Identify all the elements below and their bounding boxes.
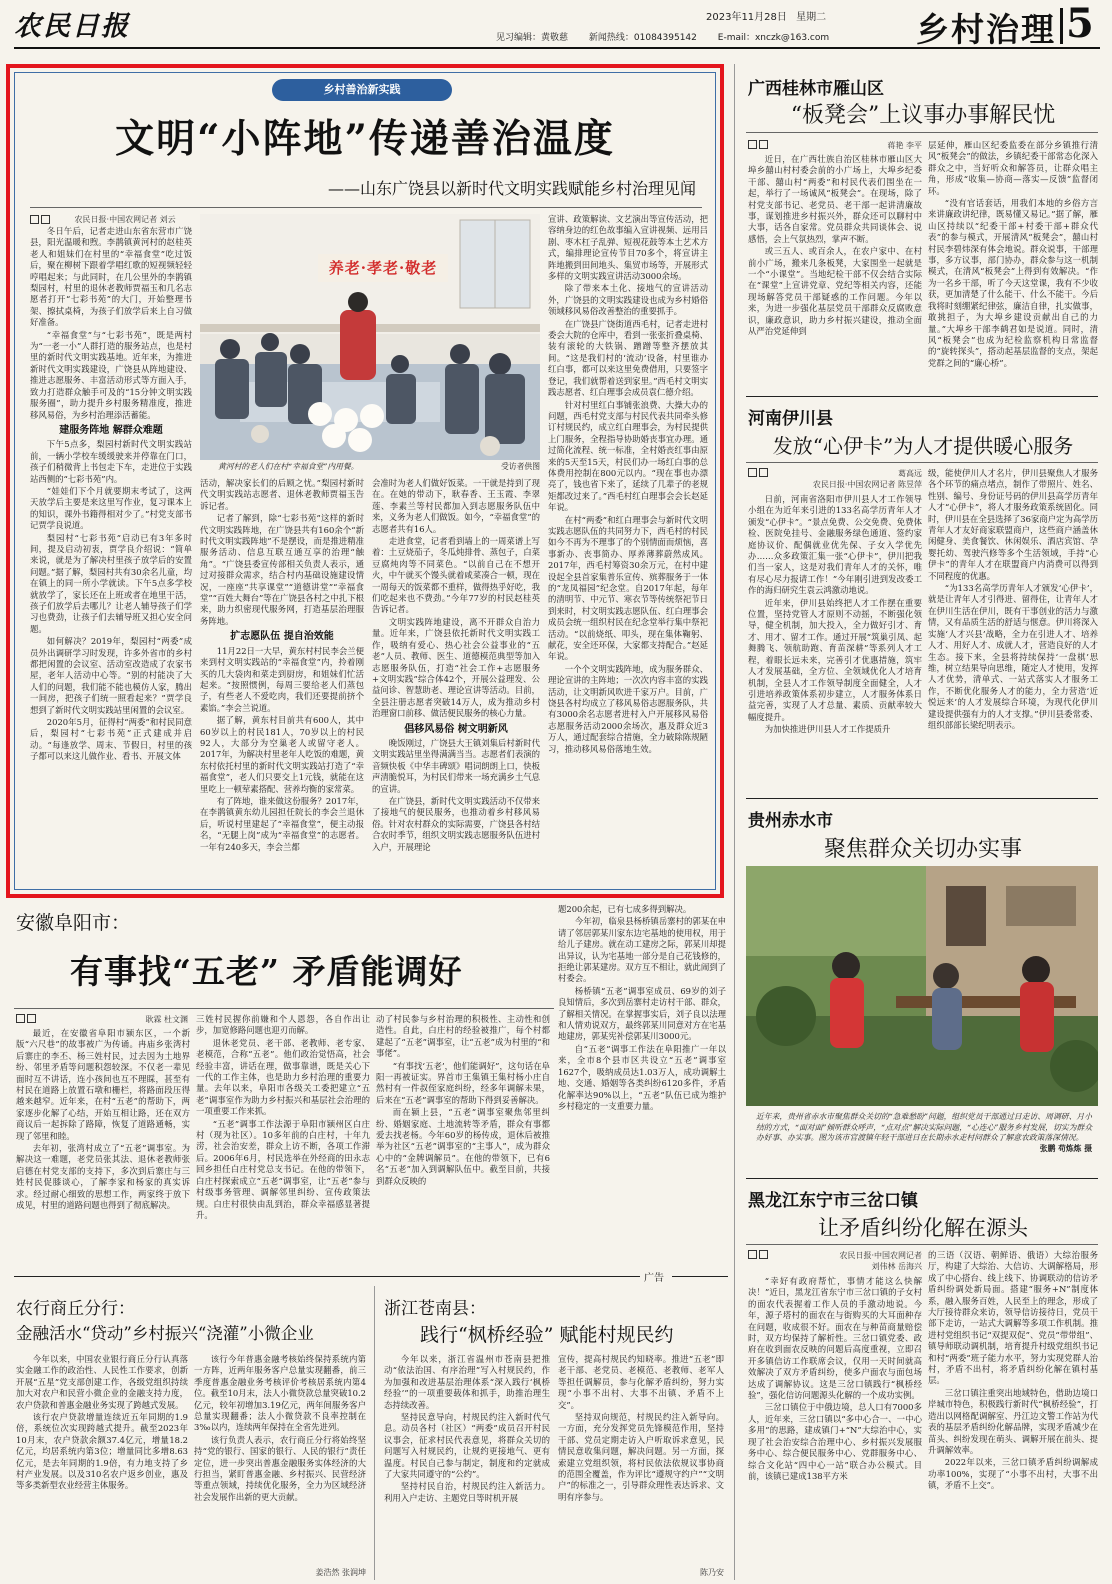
fuyang-column-4 [558, 904, 726, 1264]
paragraph: 坚持双向规范，村规民约注入新导向。一方面，充分发挥党员先锋模范作用，坚持干部、党员定期走访入户听取诉求意见，民情民意收集问题，解决问题。另一方面，探索建立党组织领，将村民依法依规议事协商的范围全覆盖，作为评比“遵规守约户”“文明户”的标准之一，引导群众理性表达诉求、文明有序参与。 [558, 1412, 724, 1502]
paragraph: 2022年以来，三岔口镇矛盾纠纷调解成功率100%，实现了“小事不出村，大事不出镇，矛盾不上交”。 [928, 1457, 1098, 1491]
paragraph: 动了村民参与乡村治理的积极性、主动性和创造性。自此，白庄村的经验被推广，每个村都建起了“五老”调事室，让“五老”成为村里的“和事佬”。 [376, 1014, 550, 1059]
paragraph: 在村“两委”和红白理事会与新时代文明实践志愿队伍的共同努力下，西毛村的村民如今不再为不理事了的个别情面而烦恼，喜事新办、丧事简办、厚养薄葬蔚然成风。2017年，西毛村筹资30余万元，在村中建设起全县首家集普乐宣传、殡葬服务于一体的“龙凤福园”纪念堂。自2017年起，每年的清明节、中元节、寒衣节等传统祭祀节日到来时，村文明实践志愿队伍、红白理事会成员会统一组织村民在纪念堂举行集中祭祀活动。“以前烧纸、叩头，现在集体鞠躬、献花，安全还环保，大家都支持配合。”赵延年说。 [548, 514, 708, 662]
paragraph: 宣传，提高村规民约知晓率。推进“五老”即老干部、老党员、老模范、老教师、老军人等担任调解员，参与化解矛盾纠纷，努力实现“小事不出村、大事不出镇、矛盾不上交”。 [558, 1354, 724, 1410]
hotline: 新闻热线：01084395142 [588, 33, 697, 43]
guangxi-column-1 [748, 154, 922, 386]
heilongjiang-rule [746, 1244, 1098, 1245]
paragraph: 该行今年普惠金融考核始终保持系统内第一方阵，近两年服务客户总量实现翻番，前三季度普惠金融业务考核评价考核居系统内第4位。截至10月末，法人小微贷款总量突破10.2亿元，较年初增加3.19亿元，两年间服务客户总量实现翻番；法人小微贷款不良率控制在3‰以内，连续两年保持在全省先进列。 [194, 1354, 366, 1433]
paragraph: 一个个文明实践阵地，成为服务群众、理论宣讲的主阵地；一次次内容丰富的实践活动，让文明新风吹进千家万户。目前，广饶县各村均成立了移风易俗志愿服务队，共有3000余名志愿者进村入户开展移风易俗志愿服务活动2000余场次，惠及群众近3万人，通过配套综合措施，全力破除陈规陋习，推动移风易俗落地生效。 [548, 663, 708, 754]
email: E-mail：xnczk@163.com [717, 33, 830, 43]
guangxi-rule [746, 132, 1098, 133]
paragraph: 或三五人、或百余人，在农户家中、在村前小广场，搬来几条板凳，大家围坐一起就是一个“小课堂”。当地纪检干部不仅会结合实际在“课堂”上宣讲党章、党纪等相关内容，还能现场解答党员干部疑惑的工作问题。今年以来，为进一步强化基层党员干部群众反腐败意识，廉政意识，助力乡村振兴建设，推动全面从严治党延伸到 [748, 246, 922, 337]
guangxi-region: 广西桂林市雁山区 [748, 79, 884, 99]
henan-author-b: 农民日报·中国农网记者 陈昱萍 [812, 480, 922, 489]
nonghang-column-1 [16, 1354, 188, 1578]
canteen-photo [200, 214, 540, 460]
chishui-caption [756, 1112, 1092, 1154]
byline-marker [748, 1250, 757, 1259]
henan-byline [748, 468, 922, 490]
cangnan-byline: 陈乃安 [700, 1568, 724, 1577]
paragraph: 最近，在安徽省阜阳市颍东区，一个新版“六尺巷”的故事被广为传诵。冉庙乡张湾村后寨庄的李丕、杨三姓村民，过去因为土地界纷、邻里矛盾等问题积怨较深。不仅老一辈见面时互不讲话，连小孩间也互不理睬，甚至有村民在道路上放置石墩和栅栏，将路面段压得越来越窄。近年来，在村“五老”的帮助下，两家逐步化解了心结，开始互相让路，还在双方商议后一起拆除了路障，恢复了道路通畅，实现了邻里和睦。 [16, 1028, 190, 1141]
paragraph: 除了带来本土化、接地气的宣讲活动外，广饶县的文明实践建设也成为乡村婚俗领域移风易俗改善整治的重要抓手。 [548, 283, 708, 317]
paragraph: 今年以来，浙江省温州市苍南县把推动“依法治国、有序治理”写入村规民约，作为加强和改进基层治理体系“深入践行‘枫桥经验’”的一项重要载体和抓手，助推治理生态持续改善。 [384, 1354, 550, 1410]
paragraph: 梨园村“七彩书苑”启动已有3年多时间，提及启动初衷，贾学良介绍说：“简单来说，就是为了解决村里孩子放学后的安置问题。”据了解，梨园村共有30余名儿童，均在镇上的同一所小学就读。下午5点多学校就放学了，家长还在上班或者在地里干活，孩子们放学后去哪儿？让老人辅导孩子们学习也费劲，让孩子们去辅导班又担心安全问题。 [30, 532, 192, 634]
nonghang-byline: 姜浩然 张润坤 [315, 1568, 366, 1577]
paragraph: 如何解决？2019年，梨园村“两委”成员外出调研学习时发现，许多外省市的乡村都把闲置的会议室、活动室改造成了农家书屋，老年人活动中心等。“别的村能决了大人们的问题，我们能不能也模仿人家，腾出一间房，把孩子们统一照看起来？”贾学良想到了新时代文明实践站里闲置的会议室。 [30, 636, 192, 715]
section-divider [1060, 8, 1063, 44]
cangnan-column-2 [558, 1354, 724, 1566]
feature-column-4 [548, 214, 708, 884]
date: 2023年11月28日 [706, 12, 787, 23]
paragraph: “幸福食堂”与“七彩书苑”，既是两村为“一老一小”人群打造的服务站点，也是村里的新时代文明实践基地。近年来，为推进新时代文明实践建设，广饶县从阵地建设、推进志愿服务、丰富活动形式等方面入手，致力打造群众触手可及的“15分钟文明实践服务圈”，助力提升乡村服务精准度，推进移风易俗，为乡村治理添活蓄能。 [30, 329, 192, 420]
paragraph: 坚持民意导向，村规民约注入新时代气息。动员各村（社区）“两委”成员召开村民议事会，征求村民代表意见，将群众关切的问题写入村规民约，让规约更接地气、更有温度。村民自己参与制定，制度和约定就成了大家共同遵守的“公约”。 [384, 1412, 550, 1480]
caption-text: 黄河村的老人们在村“幸福食堂”内用餐。 [218, 462, 359, 471]
byline-marker [759, 1250, 768, 1259]
canteen-sign: 养老·孝老·敬老 [328, 259, 438, 277]
henan-column-2 [928, 468, 1098, 790]
feature-subhead: 倡移风易俗 树文明新风 [404, 723, 508, 735]
paragraph: 记者了解到，除“七彩书苑”这样的新时代文明实践阵地，在广饶县共有160余个“新时代文明实践阵地”不是摆设，而是推进精准服务活动、信息互联互通互享的治理“触角”。“广饶县委宣传部相关负责人表示，通过对接群众需求，结合村内基础设施建设情况，一座座“共享课堂”“道德讲堂”“幸福食堂”“百姓大舞台”等在广饶县各村之中扎下根来，助力织密现代服务网，打造基层治理服务阵地。 [200, 513, 364, 626]
right-column-divider [734, 64, 735, 1580]
paragraph: 而在颍上县，“五老”调事室聚焦邻里纠纷、婚姻家庭、土地流转等矛盾，群众有事都爱去找老杨。今年60岁的杨传成，退休后被推举为社区“五老”调事室的“主事人”，成为群众心中的“金牌调解员”。在他的带领下，已有6名“五老”加入到调解队伍中。截至目前，共接到群众反映的 [376, 1107, 550, 1186]
masthead [0, 0, 1112, 60]
byline-marker [748, 140, 757, 149]
paragraph: 日前，河南省洛阳市伊川县人才工作领导小组在为近年来引进的133名高学历青年人才颁发“心伊卡”。“景点免费、公交免费、免费体检、医院免挂号、金融服务绿色通道、签约家庭协议价、配偶就业优先保、子女入学优先办……众多政策汇集一张“心伊卡”，伊川把我们当一家人，这是对我们青年人才的关怀，唯有尽心尽力报请工作！”今年刚引进到发改委工作的海归研究生袁云鸿激动地说。 [748, 494, 922, 596]
fuyang-region: 安徽阜阳市： [16, 912, 131, 934]
paper-name: 农民日报 [14, 11, 130, 42]
chishui-photo [746, 866, 1098, 1106]
paragraph: 在广饶县，新时代文明实践活动不仅带来了接地气的便民服务，也推动着乡村移风易俗。针对农村群众的实际需要，广饶县各村结合农时季节，组织文明实践志愿服务队伍进村入户，开展理论 [372, 795, 540, 852]
photo-credit: 张鹏 苟炼炼 摄 [1039, 1143, 1092, 1153]
paragraph: 去年初，张湾村成立了“五老”调事室。为解决这一难题，老党员张其法、退休老教师张启德在村党支部的支持下，多次到后寨庄与三姓村民促膝谈心，了解李家和杨家的真实诉求。经过耐心细致的思想工作，两家终于放下成见，村里的道路问题也得到了彻底解决。 [16, 1143, 190, 1211]
ad-rule-right [672, 1276, 728, 1277]
heilongjiang-author-b: 刘伟林 岳海兴 [871, 1262, 922, 1271]
fuyang-byline [16, 1014, 188, 1025]
fuyang-headline: 有事找“五老” 矛盾能调好 [70, 952, 463, 991]
paragraph: 该行负责人表示，农行商丘分行将始终坚持“党的银行、国家的银行、人民的银行”责任定位，进一步突出普惠金融服务实体经济的大行担当，紧盯普惠金融、乡村振兴、民营经济等重点领域，持续优化服务，全力为区域经济社会发展作出新的更大贡献。 [194, 1434, 366, 1502]
paragraph: “五老”调事工作法源于阜阳市颍州区白庄村（现为社区）。10多年前的白庄村，十年九涝，社会治安差，群众上访不断，各项工作滞后。2006年6月，村民选举在外经商的田永志回乡担任白庄村党总支书记。在他的带领下，白庄村探索成立“五老”调事室，让“五老”参与村级事务管理、调解邻里纠纷、宣传政策法规。白庄村很快由乱到治，群众幸福感显著提升。 [196, 1118, 370, 1220]
heilongjiang-headline: 让矛盾纠纷化解在源头 [818, 1216, 1028, 1240]
guangxi-column-2 [928, 140, 1098, 386]
paragraph: 退休老党员、老干部、老教师、老专家、老模范，合称“五老”。他们政治觉悟高，社会经验丰富，讲话在理，做事靠谱，既是关心下一代的工作主体，也是助力乡村治理的重要力量。去年以来，阜阳市各级关工委把建立“五老”调事室作为助力乡村振兴和基层社会治理的一项重要工作来抓。 [196, 1037, 370, 1117]
fuyang-column-2 [196, 1014, 370, 1264]
feature-byline [30, 214, 176, 225]
guangxi-author: 蒋艳 李平 [887, 141, 922, 150]
ad-rule-left [14, 1276, 640, 1277]
paragraph: 下午5点多，梨园村新时代文明实践站前，一辆小学校车缓缓驶来并停靠在门口，孩子们稍微背上书包走下车，走进位于实践站西侧的“七彩书苑”内。 [30, 439, 192, 484]
ad-label: 广告 [644, 1273, 664, 1284]
paragraph: 宣讲、政策解读、文艺演出等宣传活动，把容纳身边的红色故事编入宣讲视频、远用吕剧、枣木杠子乱弹、短视花鼓等本土艺术方式，编排理论宣传节目70多个，将宣讲主阵地搬到田间地头、集贸市场等，开展形式多样的文明实践宣讲活动3000余场。 [548, 214, 708, 282]
paragraph: “娃娃们下个月就要期末考试了，这两天放学后主要是来这里写作业，复习课本上的知识，课外书籍得相对少了。”村党支部书记贾学良说道。 [30, 485, 192, 531]
section-title: 乡村治理 [916, 10, 1056, 49]
feature-headline: 文明“小阵地”传递善治温度 [115, 116, 615, 162]
nonghang-region: 农行商丘分行： [16, 1299, 135, 1319]
fuyang-column-3 [376, 1014, 550, 1264]
feature-kicker: 乡村善治新实践 [272, 79, 452, 101]
cangnan-region: 浙江苍南县： [384, 1299, 486, 1319]
heilongjiang-region: 黑龙江东宁市三岔口镇 [748, 1191, 918, 1211]
paragraph: “为133名高学历青年人才颁发‘心伊卡’，就是让青年人才引得进、留得住，让青年人才在伊川生活在伊川，既有干事创业的活力与激情，又有品质生活的舒适与惬意。伊川将深入实施‘人才兴县’战略，全力在引进人才、培养人才、用好人才、成就人才，营造良好的人才生态。接下来，全县将持续保持‘一盘棋’思维，树立结果导向思维，随定人才使用，发挥人才优势，清单式、一站式落实人才服务工作，不断优化服务人才的能力，全力营造‘近悦远来’的人才发展综合环境，为现代化伊川建设提供强有力的人才支撑。”伊川县委常委、组织部部长梁纪明表示。 [928, 583, 1098, 730]
paragraph: 级，能使伊川人才名片，伊川县聚焦人才服务各个环节的痛点堵点，制作了带照片、姓名、性别、编号、身份证号码的伊川县高学历青年人才“心伊卡”，将人才服务政策系统固化。同时，伊川县在全县选择了36家商户定为高学历青年人才友好商家联盟商户，这些商户涵盖休闲健身、美食餐饮、休闲娱乐、酒店宾馆、孕婴托幼、驾驶汽修等多个生活领域，手持“心伊卡”的青年人才在联盟商户内消费可以得到不同程度的优惠。 [928, 468, 1098, 581]
paragraph: 层延伸，雁山区纪委监委在部分乡镇推行清风“板凳会”的做法，乡镇纪委干部常态化深入群众之中，当好听众和解答员，让群众唱主角，形成“收集—协商—落实—反馈”监督闭环。 [928, 140, 1098, 196]
henan-column-1 [748, 494, 922, 790]
cangnan-column-1 [384, 1354, 550, 1578]
paragraph: 题200余起，已有七成多得到解决。 [558, 904, 692, 914]
cangnan-headline: 践行“枫桥经验” 赋能村规民约 [420, 1324, 674, 1346]
paragraph: 该行农户贷款增量连续近五年同期的1.9倍，系统位次实现跨越式提升。截至2023年10月末，农户贷款余额37.4亿元，增量18.2亿元，均居系统内第3位；增量同比多增8.63亿元，是去年同期的1.9倍，有力地支持了乡村产业发展。以及310名农户返乡创业，惠及等多类新型农业经营主体服务。 [16, 1412, 188, 1491]
henan-author-a: 葛高远 [898, 469, 922, 478]
paragraph: 三岔口镇注重突出地域特色，借助边境口岸城市特色，积极践行新时代“枫桥经验”，打造出以网格配调解室、丹江边文警工作站为代表的基层矛盾纠纷化解品牌，实现矛盾减少在苗头、纠纷发现在萌头、调解开展在前头、提升调解效率。 [928, 1387, 1098, 1455]
feature-rule [30, 207, 702, 208]
feature-subheadline: ——山东广饶县以新时代文明实践赋能乡村治理见闻 [327, 179, 696, 198]
weekday: 星期二 [796, 12, 827, 23]
byline-marker [759, 468, 768, 477]
paragraph: 活动，解决家长们的后顾之忧。”梨园村新时代文明实践站志愿者、退休老教师贾福玉告诉记者。 [200, 478, 364, 511]
henan-rule [746, 462, 1098, 463]
byline-marker [30, 215, 39, 224]
guizhou-region: 贵州赤水市 [748, 811, 833, 831]
guangxi-byline [748, 140, 922, 151]
paragraph: 冬日午后，记者走进山东省东营市广饶县，阳光温暖和煦。李鹊镇黄河村的赵桂英老人和姐妹们在村里的“幸福食堂”吃过饭后，聚在柳树下跟着学唱红歌的短视频轻轻哼唱起来；与此同时，在几公里外的李鹊镇梨园村，村里的退休老教师贾福玉和几名志愿者打开“七彩书苑”的大门，开始整理书架、擦拭桌椅，为孩子们放学后来上自习做好准备。 [30, 226, 192, 328]
paragraph: 有了阵地，谁来做这份服务？2017年，在李鹊镇黄东幼儿园担任院长的李会兰退休后，听说村里建起了“幸福食堂”，便主动报名，“无腿上岗”成为“幸福食堂”的志愿者。一年有240多天，李会兰都 [200, 795, 364, 852]
paragraph: “幸好有政府帮忙，事情才能这么快解决！”近日，黑龙江省东宁市三岔口镇的子女村的面农代表握着工作人员的手激动地说。今年，源子塔村的面农在与街购买的大耳面种存在问题，收成很不好。面农在与种苗商量赔偿时，双方均保持了解析性。三岔口镇党委、政府在收到面农反映的问题后高度重视，立即召开多镇信访工作联席会议，仅用一天时间就高效解决了双方矛盾纠纷，使多户面农与面包场达成了调解协议。这是三岔口镇践行“枫桥经验”，强化信访问题源头化解的一个成功实例。 [748, 1276, 922, 1401]
paragraph: 三岔口镇位于中俄边境，总人口有7000多人，近年来，三岔口镇以“多中心合一、一中心多用”的思路，建成镇门+“N”大综治中心，实现了社会治安综合治理中心、乡村振兴发展服务中心、综合便民服务中心、党群服务中心、综合文化站“四中心一站”联合办公模式。目前，该镇已建成138平方米 [748, 1402, 922, 1481]
ad-column-divider [374, 1286, 375, 1580]
photo-credit: 受访者供图 [501, 462, 540, 471]
fuyang-rule [14, 1008, 554, 1009]
nonghang-headline: 金融活水“贷动”乡村振兴“浇灌”小微企业 [16, 1324, 314, 1343]
paragraph: 2020年5月，征得村“两委”和村民同意后，梨园村“七彩书苑”正式建成并启动。“每逢放学、周末、节假日，村里的孩子都可以来这儿做作业、看书、开展文体 [30, 717, 192, 762]
paragraph: 近日，在广西壮族自治区桂林市雁山区大埠乡囍山村村委会前的小广场上，大埠乡纪委干部、囍山村“两委”和村民代表们围坐在一起，举行了一场诚风“板凳会”。在现场，除了村党支部书记、老党员、老干部一起讲清廉故事，谋划推进乡村振兴外，群众还可以聊村中大事，话各自家常。党员群众共同谈体会、说感悟，会上气氛热烈，掌声不断。 [748, 154, 922, 244]
paragraph: 的三语（汉语、朝鲜语、俄语）大综治服务厅，构建了大综治、大信访、大调解格局，形成了中心搭台、线上线下、协调联动的信访矛盾纠纷调处新局面。搭建“服务+N”制度体系，融入服务百姓，人民至上的理念，形成了大厅接待群众来访，领导信访接待日，党员干部下走访，一站式大调解等多项工作机制。推进村党组织书记“双提双促”、党员“带带组”、镇导师联动调机制，培育提升村级党组织书记和村“两委”班子能力水平，努力实现党群人治村，矛盾不出村，将矛盾纠纷化解在镇村基层。 [928, 1250, 1098, 1386]
feature-column-1 [30, 226, 192, 884]
chishui-photo-art [746, 866, 1098, 1106]
paragraph: 11月22日一大早，黄东村村民李会兰便来到村文明实践站的“幸福食堂”内，拎着刚买的几大袋肉和菜走到厨房，和姐妹们忙活起来。“按照惯例，每周三要给老人们蒸包子，有些老人不爱吃肉，我们还要提前挤个素馅。”李会兰说道。 [200, 645, 364, 713]
heilongjiang-column-1 [748, 1276, 922, 1576]
paragraph: 文明实践阵地建设，离不开群众自治力量。近年来，广饶县依托新时代文明实践工作，吸纳有爱心、热心社会公益事业的“五老”人员、教师、医生、道德模范典型等加入志愿服务队伍，打造“社会工作+志愿服务+文明实践”综合体42个，开展公益理发、公益问诊、智慧助老、理论宣讲等活动。目前，全县注册志愿者突破14万人，成为推动乡村治理窗口前移、做活便民服务的核心力量。 [372, 616, 540, 719]
paragraph: 坚持村民自治，村规民约注入新活力。利用入户走访、主题党日等时机开展 [384, 1481, 550, 1503]
byline-marker [27, 1014, 36, 1023]
feature-column-3 [372, 478, 540, 884]
caption-text: 近年来，贵州省赤水市聚焦群众关切的“急难愁盼”问题，组织党员干部通过日走访、周调研、月小结的方式，“面对面”倾听群众呼声，“点对点”解决实际问题，“心连心”服务乡村发展，切实为群众办好事、办实事。图为该市官渡镇年轻干部进日在长期赤水走村问群众了解意农政策落深情况。 [756, 1112, 1092, 1142]
paragraph: “有事找‘五老’，他们能调好”，这句话在阜阳一再被证实。界首市王集镇王集村杨小庄自然村有一件叔侄家庭纠纷，经多年调解未果，后来在“五老”调事室的帮助下得到妥善解决。 [376, 1060, 550, 1105]
paragraph: 在广饶县广饶街道西毛村，记者走进村委会大院的仓库中，看到一张张折叠桌椅、装有滚轮的大铁锅、蹭蹭等整齐摆放其间。“这是我们村的‘流动’设备，村里谁办红白事，都可以来这里免费借用，只要签字登记，我们就帮着送到家里。”西毛村文明实践志愿者、红白理事会成员袁仁德介绍。 [548, 318, 708, 398]
guizhou-headline: 聚焦群众关切办实事 [823, 837, 1022, 862]
guangxi-headline: “板凳会”上议事办事解民忧 [790, 103, 1056, 128]
paragraph: 今年以来，中国农业银行商丘分行认真落实金融工作的政治性、人民性工作要求，创新开展“五星”党支部创建工作，各级党组织持续加大对农户和民营小微企业的金融支持力度，农户贷款和普惠金融业务实现了跨越式发展。 [16, 1354, 188, 1410]
masthead-rule [14, 47, 1100, 49]
canteen-caption [218, 462, 540, 473]
page-number: 5 [1066, 0, 1094, 47]
paragraph: 杨桥镇“五老”调事室成员、69岁的刘子良知情后，多次到岳寨村走访村干部、群众，了解相关情况。在掌握事实后，刘子良以法理和人情劝说双方，最终郭某川同意对方在宅基地建房，郭某宪补偿郭某川3000元。 [558, 985, 726, 1042]
feature-author: 农民日报·中国农网记者 刘云 [74, 215, 176, 224]
issue-date [706, 8, 826, 23]
heilongjiang-byline [748, 1250, 922, 1272]
paragraph: 近年来，伊川县始终把人才工作摆在重要位置，坚持党管人才原则不动摇，不断强化领导，健全机制，加大投入，全力做好引才、育才、用才、留才工作。通过开展“筑巢引凤、起舞腾飞、领航助跑、育苗深耕”等系列人才工程，着眼长远未来，完善引才优惠措施，筑牢人才发展基础，全方位、全领域优化人才培育机制，全县人才工作领导制度全面健全，人才引进培养政策体系初步建立，人才服务体系日益完善，实现了人才总量、素质、贡献率较大幅度提升。 [748, 597, 922, 722]
byline-marker [41, 215, 50, 224]
section-rule [746, 396, 1098, 397]
feature-subhead: 扩志愿队伍 提自治效能 [230, 631, 334, 643]
section-rule [746, 1178, 1098, 1179]
paragraph: 为加快推进伊川县人才工作提质升 [764, 724, 891, 735]
paragraph: 晚饭刚过，广饶县大王镇刘集后村新时代文明实践站里坐得满满当当。志愿者们表演的音频快板《中华丰碑颂》唱词朗朗上口，快板声清脆悦耳，为村民们带来一场充满乡土气息的宣讲。 [372, 737, 540, 794]
paragraph: 针对村里红白事铺张浪费、大操大办的问题，西毛村党支部与村民代表共同牵头修订村规民约，成立红白理事会，为村民提供上门服务，全程指导协助婚丧事宜办理。通过简化流程、统一标准，全村婚丧红事由原来的5天至15天，村民们办一场红白事的总体费用控制在800元以内。“现在事也办漂亮了，钱也省下来了，延续了几辈子的老规矩都改过来了。”西毛村红白理事会会长赵延年说。 [548, 399, 708, 513]
henan-region: 河南伊川县 [748, 409, 833, 429]
paragraph: 自“五老”调事工作法在阜阳推广一年以来，全市8个县市区共设立“五老”调事室1627个，吸纳成员达1.03万人，成功调解土地、交通、婚姻等各类纠纷6120多件，矛盾化解率达90%以上，“五老”队伍已成为维护乡村稳定的一支重要力量。 [558, 1043, 726, 1111]
feature-column-2 [200, 478, 364, 884]
feature-subhead: 建服务阵地 解群众难题 [59, 424, 163, 436]
byline-marker [16, 1014, 25, 1023]
fuyang-column-1 [16, 1028, 190, 1264]
paragraph: 今年初，临泉县杨桥镇岳寨村的郭某在申请了邻居郭某川家东边宅基地的使用权，用于给儿子建房。就在动工建房之际，郭某川却提出异议，认为宅基地一部分是自己花钱修的，拒绝让郭某建房。双方互不相让，就此闹到了村委会。 [558, 916, 726, 984]
paragraph: 走进食堂，记者看到墙上的一周菜谱上写着：土豆烧茄子，冬瓜炖排骨、蒸包子，白菜豆腐炖肉等不同菜色。“以前自己在不想开火，中午就买个馒头就着咸菜凑合一顿，现在一周每天的饭菜都不重样，做得热乎好吃，我们吃起来也不费劲。”今年77岁的村民赵桂英告诉记者。 [372, 536, 540, 615]
henan-headline: 发放“心伊卡”为人才提供暖心服务 [772, 434, 1074, 458]
byline-marker [748, 468, 757, 477]
paragraph: 会准时为老人们做好饭菜。一干就是持到了现在。在她的带动下，耿春香、王玉霞、李翠莲、李素兰等村民都加入到志愿服务队伍中来，义务为老人们做饭。如今，“幸福食堂”的志愿者共有16人。 [372, 478, 540, 534]
paragraph: 三姓村民握你前嫌和个人恩怨，各自作出让步，加宽修路问题也迎刃而解。 [196, 1014, 370, 1036]
nonghang-column-2 [194, 1354, 366, 1566]
fuyang-author: 耿霖 杜文渊 [145, 1015, 188, 1024]
heilongjiang-column-2 [928, 1250, 1098, 1576]
byline-marker [759, 140, 768, 149]
heilongjiang-author-a: 农民日报·中国农网记者 [839, 1251, 922, 1260]
editor: 见习编辑：黄敬慈 [496, 33, 569, 43]
editor-line [496, 30, 829, 43]
paragraph: 据了解，黄东村目前共有600人，其中60岁以上的村民181人，70岁以上的村民92人，大部分为空巢老人或留守老人。2017年，为解决村里老年人吃饭的难题，黄东村依托村里的新时代文明实践站打造了“幸福食堂”，老人们只要交上1元钱，就能在这里吃上一顿荤素搭配、营养均衡的家常菜。 [200, 715, 364, 794]
paragraph: “没有官话套话，用我们本地的乡俗方言来讲廉政讲纪律，既易懂又易记。”据了解，雁山区持续以“纪委干部+村委干部+群众代表”的参与模式，开展清风“板凳会”，囍山村村民李碧炜深有体会地说。群众说事，干部理事，多方议事，部门协办，群众参与这一机制模式，在清风“板凳会”上得到有效解决。“作为一名乡干部，听了今天这堂课，我有不少收获，更加清楚了什么能干、什么不能干。今后我将时刻绷紧纪律弦，廉洁自律，扎实做事，敢挑担子，为大埠乡建设贡献出自己的力量。”大埠乡干部李鹤君如是说道。同时，清风“板凳会”也成为纪检监察机构日常监督的“旋转探头”，搭动起基层监督的支点，架起党群之间的“廉心桥”。 [928, 198, 1098, 368]
section-rule [746, 798, 1098, 799]
canteen-photo-art [200, 214, 540, 460]
